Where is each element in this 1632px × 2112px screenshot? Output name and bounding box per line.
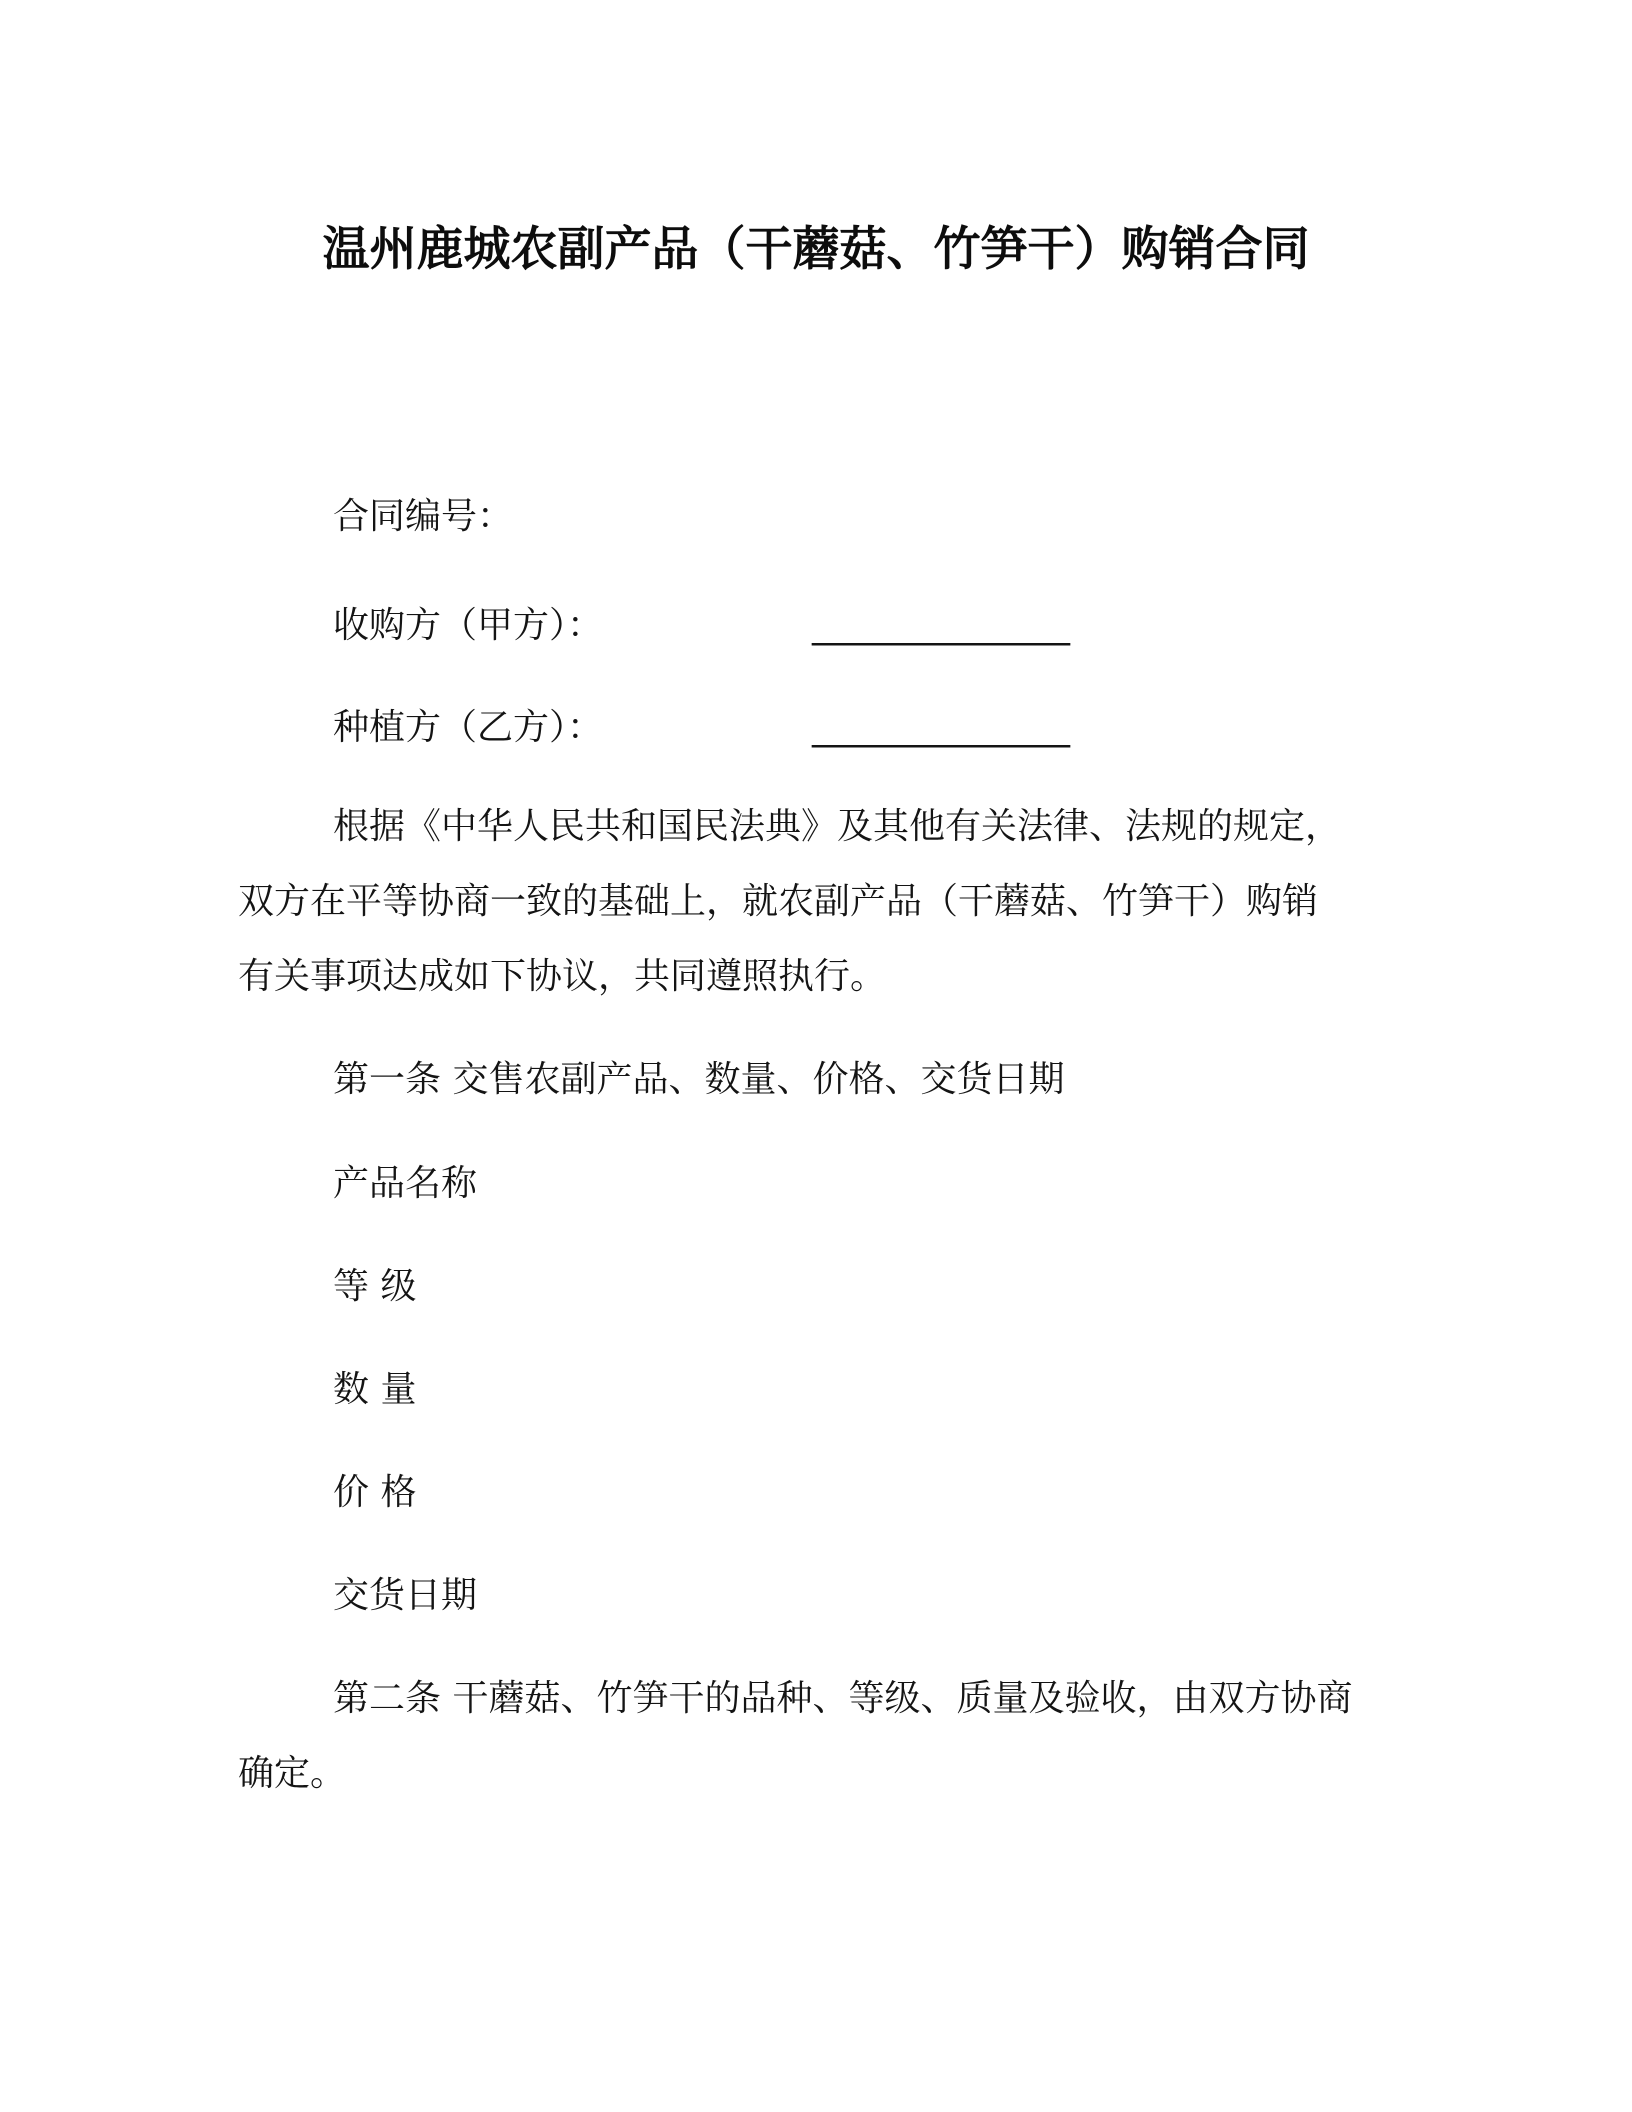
article-1-heading: 第一条 交售农副产品、数量、价格、交货日期 [333,1059,1065,1100]
field-price: 价 格 [333,1472,417,1513]
contract-number-label: 合同编号： [333,496,514,537]
field-product-name: 产品名称 [333,1163,478,1204]
grower-blank-line: ________________ [812,707,1068,748]
article-2-line-1: 第二条 干蘑菇、竹笋干的品种、等级、质量及验收，由双方协商 [333,1678,1353,1719]
preamble-line-1: 根据《中华人民共和国民法典》及其他有关法律、法规的规定， [333,806,1342,847]
field-quantity: 数 量 [333,1369,417,1410]
preamble-line-3: 有关事项达成如下协议，共同遵照执行。 [238,956,887,997]
buyer-blank-line: ________________ [812,605,1068,646]
field-delivery-date: 交货日期 [333,1575,478,1616]
document-title: 温州鹿城农副产品（干蘑菇、竹笋干）购销合同 [322,222,1310,277]
buyer-label: 收购方（甲方）： [333,605,604,646]
article-2-line-2: 确定。 [238,1753,347,1794]
field-grade: 等 级 [333,1266,417,1307]
preamble-line-2: 双方在平等协商一致的基础上，就农副产品（干蘑菇、竹笋干）购销 [238,881,1319,922]
grower-label: 种植方（乙方）： [333,707,604,748]
